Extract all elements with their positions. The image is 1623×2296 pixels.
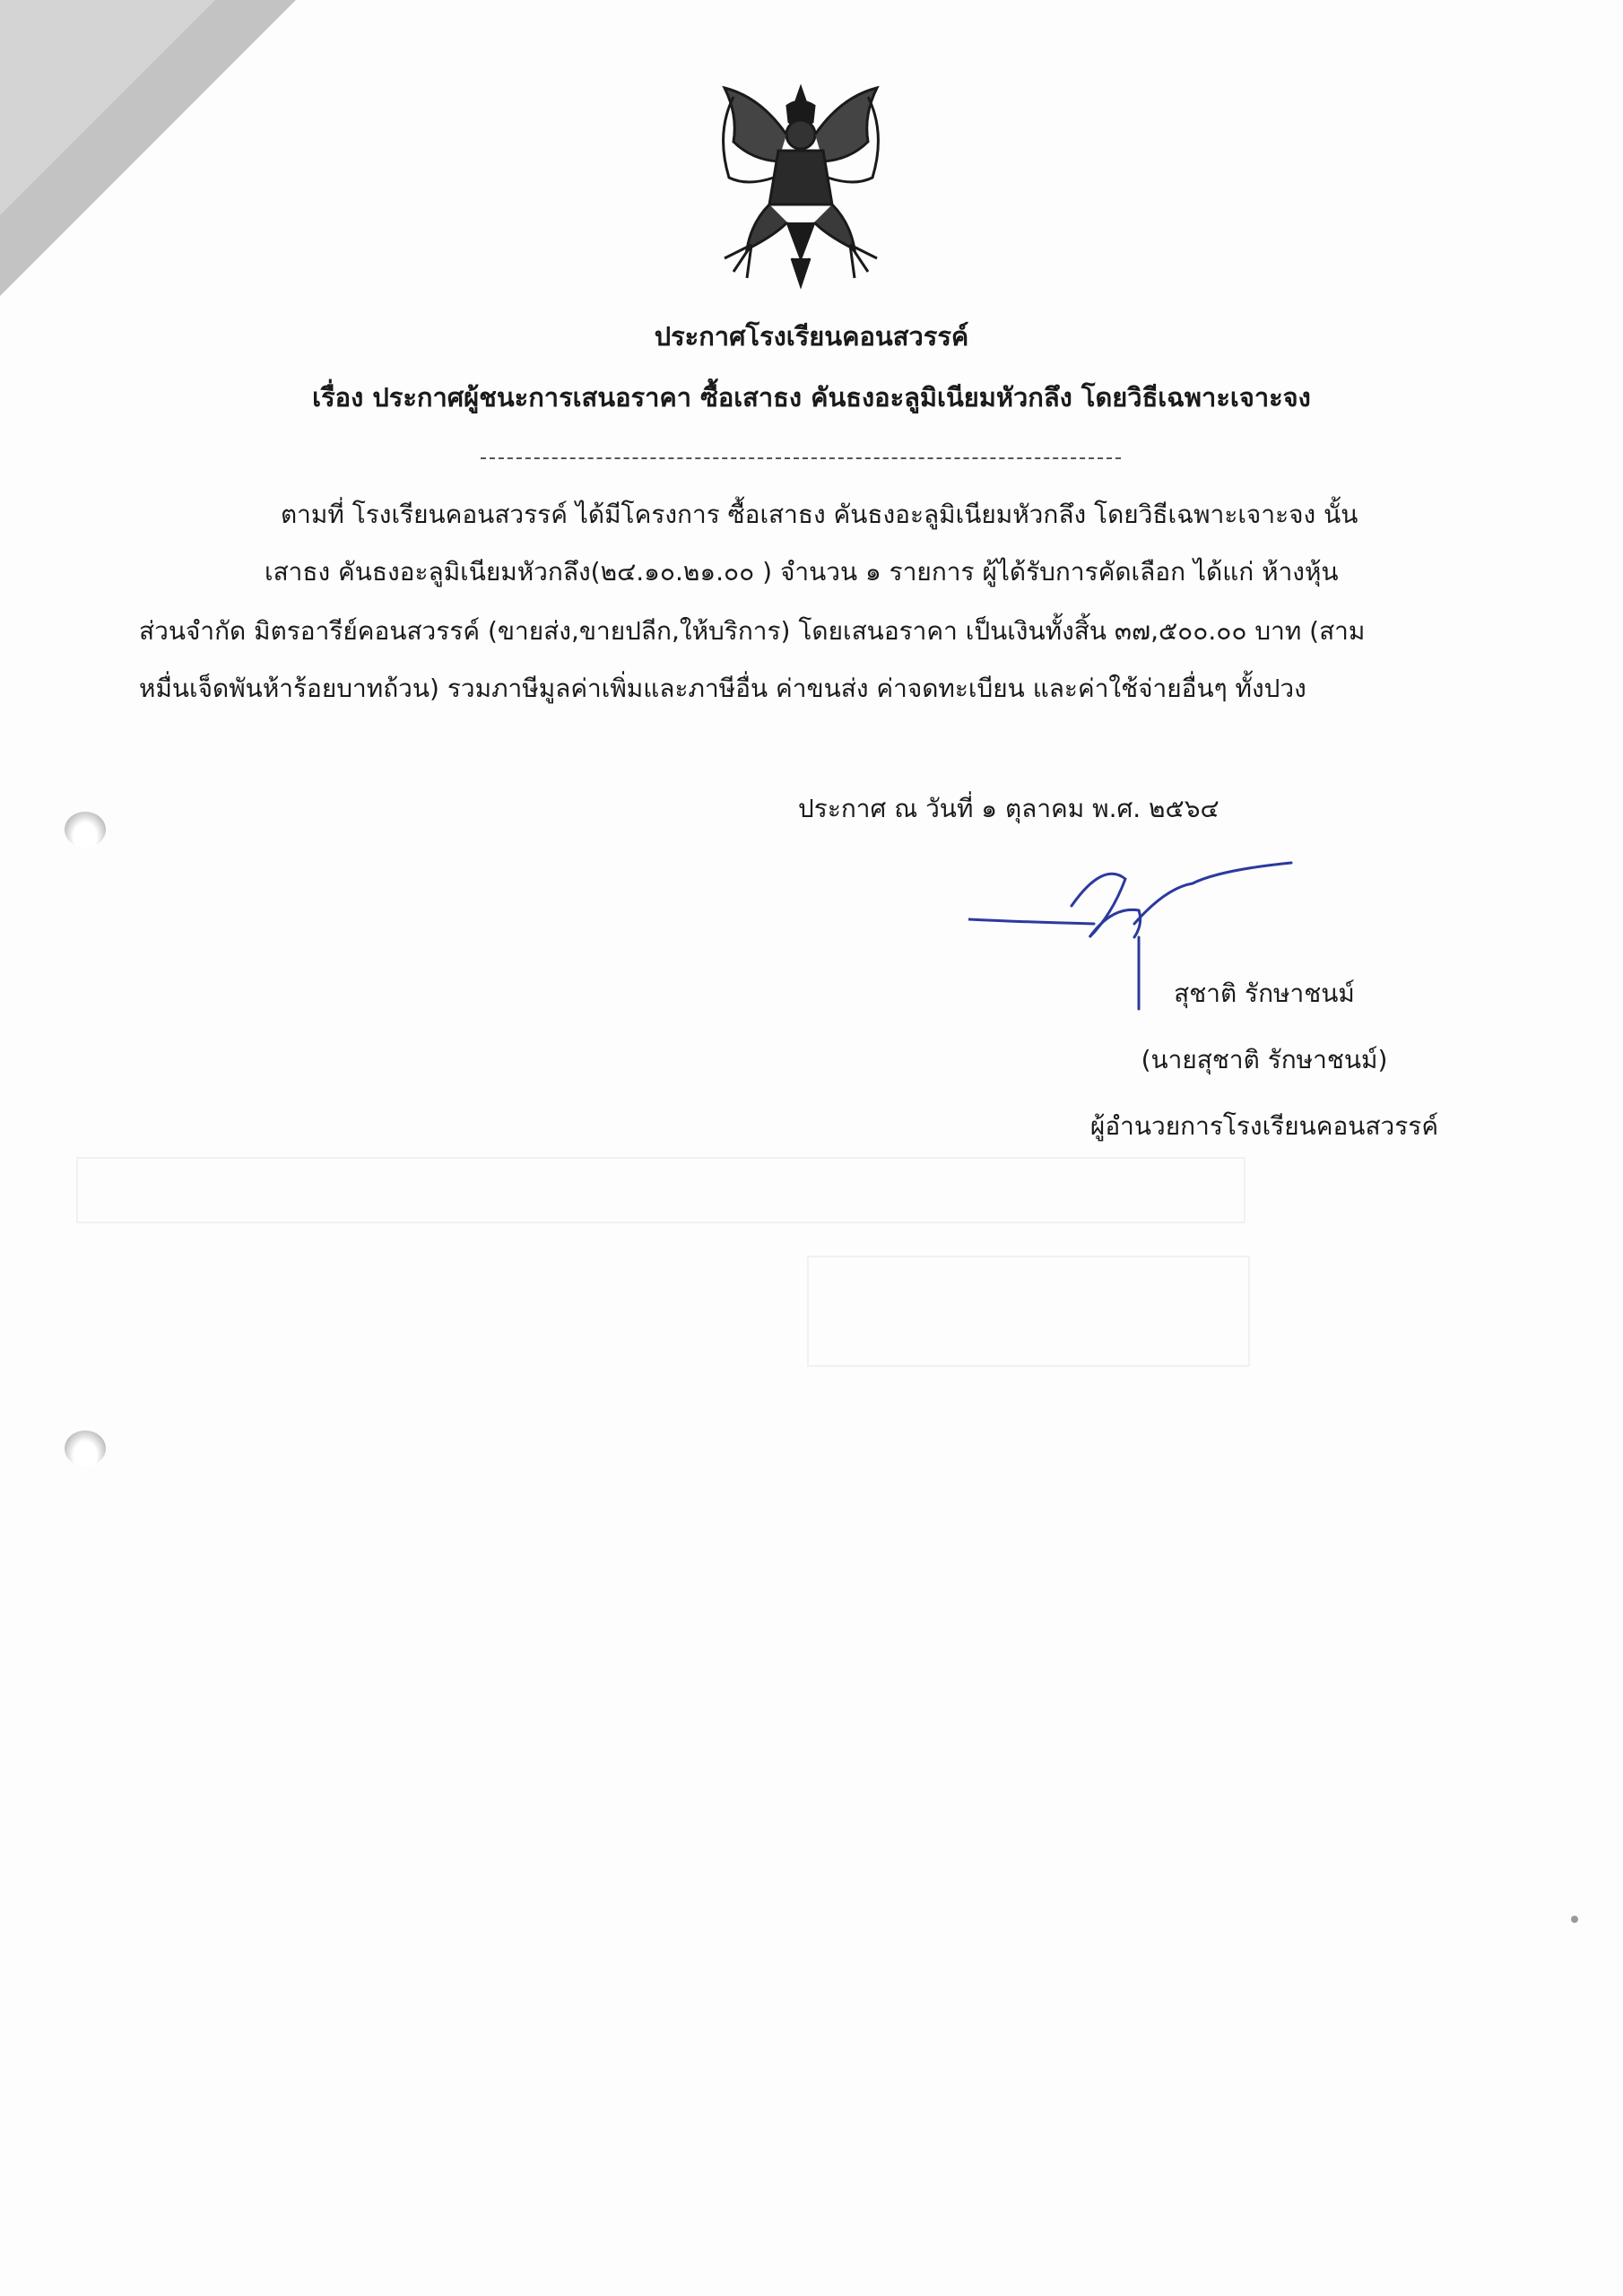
body-line-2: เสาธง คันธงอะลูมิเนียมหัวกลึง(๒๔.๑๐.๒๑.๐๐ ) จำนวน ๑ รายการ ผู้ได้รับการคัดเลือก ได้แก่ ห้างหุ้น [265, 557, 1339, 587]
scan-speck [1571, 1916, 1578, 1923]
body-line-1: ตามที่ โรงเรียนคอนสวรรค์ ได้มีโครงการ ซื้อเสาธง คันธงอะลูมิเนียมหัวกลึง โดยวิธีเฉพาะเจาะจง นั้น [281, 500, 1358, 529]
announcement-subject: เรื่อง ประกาศผู้ชนะการเสนอราคา ซื้อเสาธง คันธงอะลูมิเนียมหัวกลึง โดยวิธีเฉพาะเจาะจง [312, 382, 1311, 413]
punch-hole-top [65, 812, 106, 848]
garuda-emblem-icon [698, 79, 904, 294]
signer-position: ผู้อำนวยการโรงเรียนคอนสวรรค์ [1089, 1111, 1439, 1141]
body-line-3: ส่วนจำกัด มิตรอารีย์คอนสวรรค์ (ขายส่ง,ขายปลีก,ให้บริการ) โดยเสนอราคา เป็นเงินทั้งสิ้น ๓๗,๕๐๐.๐๐ บาท (สาม [139, 616, 1366, 646]
announcement-date: ประกาศ ณ วันที่ ๑ ตุลาคม พ.ศ. ๒๕๖๔ [798, 794, 1219, 823]
signer-name: สุชาติ รักษาชนม์ [1174, 978, 1355, 1008]
show-through-box [76, 1157, 1245, 1223]
signer-full-name: (นายสุชาติ รักษาชนม์) [1141, 1045, 1388, 1074]
announcement-title: ประกาศโรงเรียนคอนสวรรค์ [654, 321, 969, 352]
scan-corner-fold-inner [0, 0, 215, 215]
title-separator [481, 457, 1121, 459]
punch-hole-bottom [65, 1431, 106, 1466]
body-line-4: หมื่นเจ็ดพันห้าร้อยบาทถ้วน) รวมภาษีมูลค่าเพิ่มและภาษีอื่น ค่าขนส่ง ค่าจดทะเบียน และค่าใช้จ่ายอื่นๆ ทั้งปวง [139, 674, 1306, 703]
show-through-box [807, 1256, 1250, 1367]
